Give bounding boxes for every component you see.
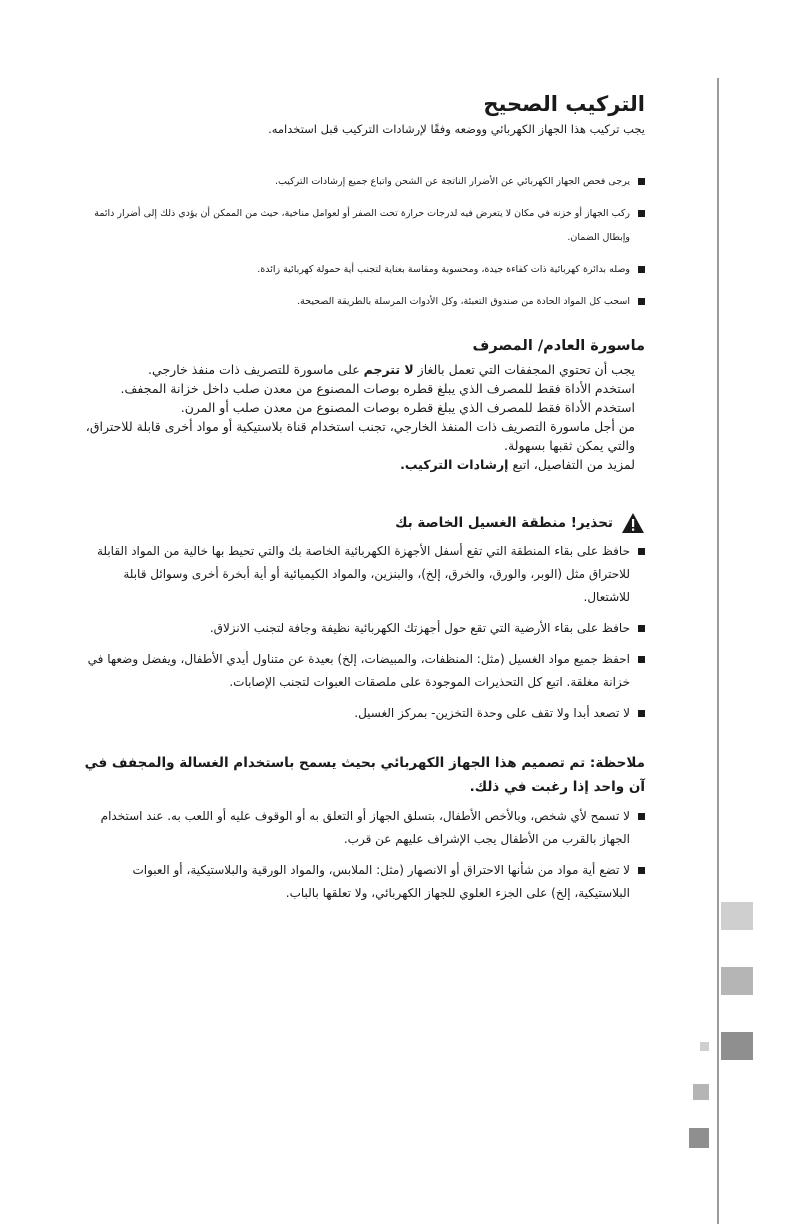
note-list — [80, 805, 645, 905]
bullet-square-icon — [638, 210, 645, 217]
list-item: حافظ على بقاء الأرضية التي تقع حول أجهزتك الكهربائية نظيفة وجافة لتجنب الانزلاق. — [80, 617, 645, 640]
note-heading: ملاحظة: تم تصميم هذا الجهاز الكهربائي بحيث يسمح باستخدام الغسالة والمجفف في آن واحد إذا رغبت في ذلك. — [84, 755, 645, 795]
duct-section — [80, 360, 645, 474]
list-item: حافظ على بقاء المنطقة التي تقع أسفل الأجهزة الكهربائية الخاصة بك والتي تحيط بها خالية من المواد القابلة للاحتراق مثل (الوبر، والورق، والخرق، إلخ)، والبنزين، والمواد الكيميائية أو أية أبخرة أخرى وسوائل قابلة للاشتعال. — [80, 540, 645, 609]
list-item: لا تضع أية مواد من شأنها الاحتراق أو الانصهار (مثل: الملابس، والمواد الورقية والبلاستيكية، أو العبوات البلاستيكية، إلخ) على الجزء العلوي للجهاز الكهربائي، ولا تعلقها بالباب. — [80, 859, 645, 905]
bullet-square-icon — [638, 656, 645, 663]
duct-line-3: من أجل ماسورة التصريف ذات المنفذ الخارجي، تجنب استخدام قناة بلاستيكية أو مواد أخرى قابلة للاحتراق، والتي يمكن ثقبها بسهولة. — [85, 419, 635, 453]
margin-rule — [717, 78, 719, 1224]
bullet-square-icon — [638, 813, 645, 820]
intro-text: يجب تركيب هذا الجهاز الكهربائي ووضعه وفقًا لإرشادات التركيب قبل استخدامه. — [268, 122, 645, 136]
duct-line-4: لمزيد من التفاصيل، اتبع إرشادات التركيب. — [400, 457, 635, 472]
bullet-square-icon — [638, 548, 645, 555]
side-tab-3 — [721, 1032, 753, 1060]
warning-list — [80, 540, 645, 725]
side-tab-1 — [721, 902, 753, 930]
side-tab-small-1 — [700, 1042, 709, 1051]
bullet-square-icon — [638, 298, 645, 305]
list-item: احفظ جميع مواد الغسيل (مثل: المنظفات، والمبيضات، إلخ) بعيدة عن متناول أيدي الأطفال، ويفضل وضعها في خزانة مغلقة. اتبع كل التحذيرات الموجودة على ملصقات العبوات لتجنب الإصابات. — [80, 648, 645, 694]
page-content — [80, 92, 645, 913]
warning-icon — [621, 512, 645, 534]
page-title: التركيب الصحيح — [483, 92, 645, 116]
side-tab-2 — [721, 967, 753, 995]
list-item: لا تسمح لأي شخص، وبالأخص الأطفال، بتسلق الجهاز أو التعلق به أو الوقوف عليه أو اللعب به. عند استخدام الجهاز بالقرب من الأطفال يجب الإشراف عليهم عن قرب. — [80, 805, 645, 851]
duct-line-1: يجب أن تحتوي المجففات التي تعمل بالغاز لا تترجم على ماسورة للتصريف ذات منفذ خارجي. — [148, 362, 635, 377]
side-tab-small-3 — [689, 1128, 709, 1148]
bullet-square-icon — [638, 266, 645, 273]
duct-line-2: استخدم الأداة فقط للمصرف الذي يبلغ قطره بوصات المصنوع من معدن صلب داخل خزانة المجفف. استخدم الأداة فقط للمصرف الذي يبلغ قطره بوصات المصنوع من معدن صلب أو المرن. — [120, 381, 635, 415]
list-item: ركب الجهاز أو خزنه في مكان لا يتعرض فيه لدرجات حرارة تحت الصفر أو لعوامل مناخية، حيث من الممكن أن يؤدي ذلك إلى أضرار دائمة وإبطال الضمان. — [80, 202, 645, 250]
bullet-square-icon — [638, 710, 645, 717]
list-item: يرجى فحص الجهاز الكهربائي عن الأضرار الناتجة عن الشحن واتباع جميع إرشادات التركيب. — [80, 170, 645, 194]
bullet-square-icon — [638, 867, 645, 874]
side-tab-small-2 — [693, 1084, 709, 1100]
bullet-square-icon — [638, 625, 645, 632]
list-item: وصله بدائرة كهربائية ذات كفاءة جيدة، ومحسوبة ومقاسة بعناية لتجنب أية حمولة كهربائية زائدة. — [80, 258, 645, 282]
general-list — [80, 170, 645, 314]
list-item: اسحب كل المواد الحادة من صندوق التعبئة، وكل الأدوات المرسلة بالطريقة الصحيحة. — [80, 290, 645, 314]
list-item: لا تصعد أبدا ولا تقف على وحدة التخزين- بمركز الغسيل. — [80, 702, 645, 725]
warning-heading: تحذير! منطقة الغسيل الخاصة بك — [80, 512, 645, 534]
bullet-square-icon — [638, 178, 645, 185]
duct-heading: ماسورة العادم/ المصرف — [472, 338, 645, 354]
